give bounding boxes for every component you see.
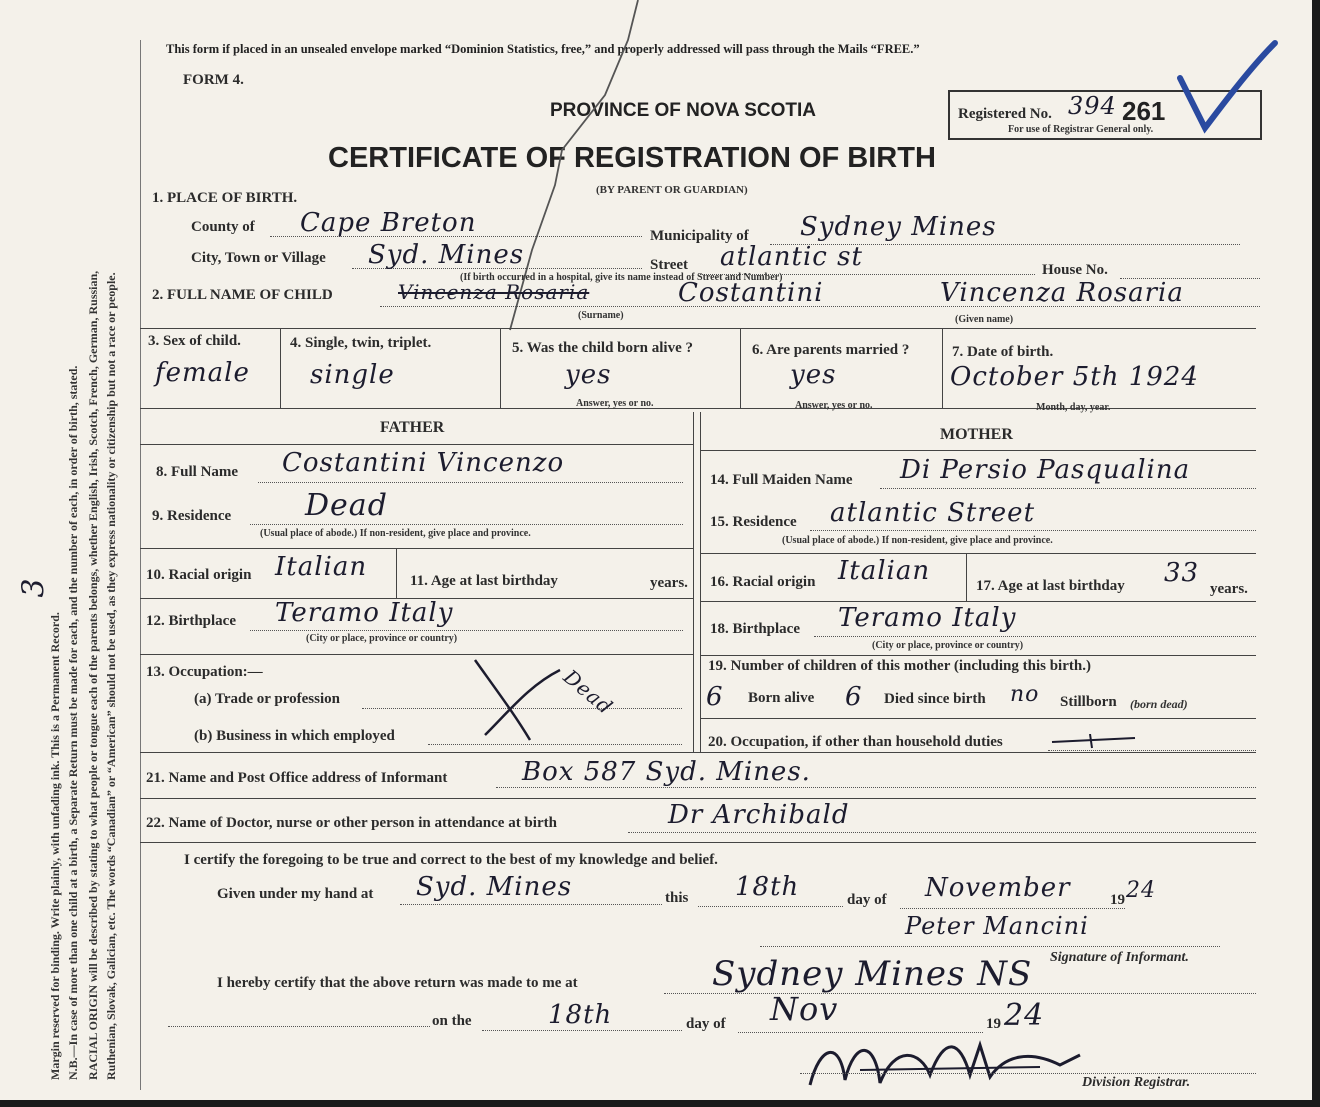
city-label: City, Town or Village bbox=[191, 250, 326, 266]
father-occupation-note: Dead bbox=[558, 664, 618, 720]
registered-label: Registered No. bbox=[958, 106, 1052, 122]
registered-number: 261 bbox=[1122, 96, 1166, 126]
municipality-value: Sydney Mines bbox=[800, 212, 997, 242]
mother-occupation-dash bbox=[1050, 734, 1140, 750]
registrar-statement: I hereby certify that the above return was made to me at bbox=[217, 975, 578, 991]
parents-married-note: Answer, yes or no. bbox=[795, 400, 873, 411]
sex-label: 3. Sex of child. bbox=[148, 333, 241, 349]
father-racial-value: Italian bbox=[275, 552, 368, 582]
mother-birthplace-value: Teramo Italy bbox=[838, 603, 1017, 633]
mother-residence-label: 15. Residence bbox=[710, 514, 797, 530]
county-value: Cape Breton bbox=[300, 208, 477, 238]
given-at-value: Syd. Mines bbox=[416, 872, 573, 902]
father-name-label: 8. Full Name bbox=[156, 464, 239, 480]
place-of-birth-heading: 1. PLACE OF BIRTH. bbox=[152, 190, 298, 206]
registrar-year-prefix: 19 bbox=[986, 1016, 1001, 1032]
registrar-day-value: 18th bbox=[548, 1000, 613, 1030]
business-label: (b) Business in which employed bbox=[194, 728, 395, 744]
province-heading: PROVINCE OF NOVA SCOTIA bbox=[550, 100, 817, 121]
sex-value: female bbox=[155, 358, 250, 388]
street-value: atlantic st bbox=[720, 242, 863, 272]
mother-residence-value: atlantic Street bbox=[830, 498, 1036, 528]
father-birthplace-value: Teramo Italy bbox=[275, 598, 454, 628]
registrar-day-of-label: day of bbox=[686, 1016, 726, 1032]
mailing-notice: This form if placed in an unsealed envelope marked “Dominion Statistics, free,” and properly addressed will pass through the Mails “FREE.” bbox=[166, 42, 920, 56]
margin-racial-origin-note: RACIAL ORIGIN will be described by stating to what people or tongue each of the parents belongs, whether English, Irish, Scotch, French, German, Russian, bbox=[86, 270, 100, 1080]
certify-year-value: 24 bbox=[1126, 878, 1156, 903]
registrar-place: Sydney Mines NS bbox=[712, 954, 1033, 994]
father-occupation-label: 13. Occupation:— bbox=[146, 664, 263, 680]
registrar-year-value: 24 bbox=[1004, 998, 1045, 1033]
certificate-title: CERTIFICATE OF REGISTRATION OF BIRTH bbox=[328, 142, 936, 174]
mother-birthplace-label: 18. Birthplace bbox=[710, 621, 800, 637]
mother-age-value: 33 bbox=[1164, 558, 1200, 588]
father-name-value: Costantini Vincenzo bbox=[282, 448, 565, 478]
parents-married-label: 6. Are parents married ? bbox=[752, 342, 910, 358]
house-number-label: House No. bbox=[1042, 262, 1108, 278]
street-label: Street bbox=[650, 257, 689, 273]
this-label: this bbox=[665, 890, 689, 906]
certify-month-value: November bbox=[925, 873, 1071, 903]
informant-value: Box 587 Syd. Mines. bbox=[522, 757, 811, 787]
mother-name-label: 14. Full Maiden Name bbox=[710, 472, 853, 488]
born-alive-value: yes bbox=[565, 360, 612, 390]
municipality-label: Municipality of bbox=[650, 228, 749, 244]
father-heading: FATHER bbox=[380, 419, 445, 436]
trade-label: (a) Trade or profession bbox=[194, 691, 340, 707]
blue-check-mark bbox=[1150, 38, 1280, 138]
county-label: County of bbox=[191, 219, 255, 235]
given-at-label: Given under my hand at bbox=[217, 886, 374, 902]
doctor-label: 22. Name of Doctor, nurse or other person in attendance at birth bbox=[146, 815, 557, 831]
registrar-month-value: Nov bbox=[770, 990, 839, 1028]
father-age-label: 11. Age at last birthday bbox=[410, 573, 558, 589]
informant-signature-label: Signature of Informant. bbox=[1050, 950, 1189, 965]
father-age-unit: years. bbox=[650, 575, 688, 591]
division-registrar-label: Division Registrar. bbox=[1082, 1075, 1191, 1090]
born-alive-note: Answer, yes or no. bbox=[576, 398, 654, 409]
father-residence-note: (Usual place of abode.) If non-resident, give place and province. bbox=[260, 528, 531, 539]
mother-racial-label: 16. Racial origin bbox=[710, 574, 816, 590]
date-of-birth-note: Month, day, year. bbox=[1036, 402, 1111, 413]
father-residence-label: 9. Residence bbox=[152, 508, 232, 524]
died-since-birth-value: no bbox=[1010, 682, 1040, 707]
surname-caption: (Surname) bbox=[578, 310, 624, 321]
born-alive-label: 5. Was the child born alive ? bbox=[512, 340, 693, 356]
form-number: FORM 4. bbox=[183, 72, 244, 88]
child-surname: Costantini bbox=[678, 278, 824, 308]
date-of-birth-value: October 5th 1924 bbox=[950, 362, 1199, 392]
margin-nationality-note: Ruthenian, Slovak, Galician, etc. The words “Canadian” or “American” should not be used, as they express nationality or citizenship but not a race or people. bbox=[104, 272, 118, 1080]
registrar-use-note: For use of Registrar General only. bbox=[1008, 124, 1154, 135]
mother-name-value: Di Persio Pasqualina bbox=[900, 455, 1191, 485]
registered-number-handwritten: 394 bbox=[1068, 92, 1117, 120]
single-label: 4. Single, twin, triplet. bbox=[290, 335, 432, 351]
given-name-caption: (Given name) bbox=[955, 314, 1014, 325]
mother-children-value: 6 bbox=[706, 682, 724, 712]
stillborn-label: Stillborn bbox=[1060, 694, 1117, 710]
certify-day-value: 18th bbox=[735, 872, 800, 902]
registrar-signature bbox=[800, 1025, 1090, 1095]
certify-year-prefix: 19 bbox=[1110, 892, 1125, 908]
born-alive-count-value: 6 bbox=[845, 682, 863, 712]
city-value: Syd. Mines bbox=[368, 240, 525, 270]
hospital-note: (If birth occurred in a hospital, give its name instead of Street and Number) bbox=[460, 272, 783, 283]
mother-occupation-label: 20. Occupation, if other than household duties bbox=[708, 734, 1003, 750]
doctor-value: Dr Archibald bbox=[668, 800, 850, 830]
mother-racial-value: Italian bbox=[838, 556, 931, 586]
on-the-label: on the bbox=[432, 1013, 472, 1029]
certificate-subtitle: (BY PARENT OR GUARDIAN) bbox=[596, 184, 748, 196]
father-birthplace-note: (City or place, province or country) bbox=[306, 633, 458, 644]
informant-signature: Peter Mancini bbox=[905, 912, 1089, 940]
margin-binding-note: Margin reserved for binding. Write plainly, with unfading ink. This is a Permanent Record. bbox=[48, 612, 62, 1080]
parents-married-value: yes bbox=[790, 360, 837, 390]
mother-age-unit: years. bbox=[1210, 581, 1248, 597]
father-racial-label: 10. Racial origin bbox=[146, 567, 252, 583]
mother-age-label: 17. Age at last birthday bbox=[976, 578, 1125, 594]
margin-multiple-birth-note: N.B.—In case of more than one child at a birth, a Separate Return must be made for each, and the number of each, in order of birth, stated. bbox=[66, 365, 80, 1080]
child-given-name: Vincenza Rosaria bbox=[940, 278, 1184, 308]
father-birthplace-label: 12. Birthplace bbox=[146, 613, 236, 629]
margin-handwritten-mark: 3 bbox=[16, 577, 52, 598]
date-of-birth-label: 7. Date of birth. bbox=[952, 344, 1054, 360]
single-value: single bbox=[310, 360, 395, 390]
day-of-label: day of bbox=[847, 892, 887, 908]
mother-birthplace-note: (City or place, province or country) bbox=[872, 640, 1024, 651]
father-residence-value: Dead bbox=[305, 488, 388, 523]
stillborn-note: (born dead) bbox=[1130, 697, 1188, 711]
certify-statement: I certify the foregoing to be true and correct to the best of my knowledge and belief. bbox=[184, 852, 718, 868]
died-since-birth-label: Died since birth bbox=[884, 691, 986, 707]
child-name-label: 2. FULL NAME OF CHILD bbox=[152, 287, 333, 303]
mother-children-label: 19. Number of children of this mother (including this birth.) bbox=[708, 658, 1091, 674]
struck-name: Vincenza Rosaria bbox=[398, 280, 590, 304]
mother-heading: MOTHER bbox=[940, 426, 1013, 443]
informant-label: 21. Name and Post Office address of Informant bbox=[146, 770, 448, 786]
mother-residence-note: (Usual place of abode.) If non-resident, give place and province. bbox=[782, 535, 1053, 546]
born-alive-count-label: Born alive bbox=[748, 690, 815, 706]
